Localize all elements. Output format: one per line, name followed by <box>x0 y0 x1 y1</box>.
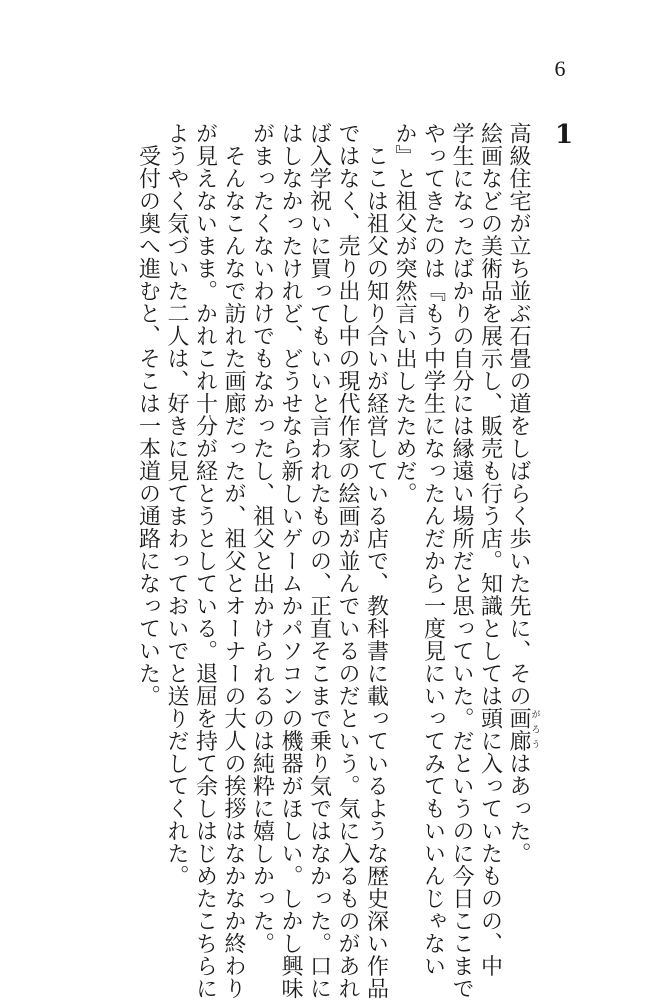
body-text <box>133 122 578 1000</box>
page-number: 6 <box>554 56 566 81</box>
text-line: 学生になったばかりの自分には縁遠い場所だと思っていた。だというのに今日ここまで <box>449 122 474 1000</box>
text-line: やってきたのは『もう中学生になったんだから一度見にいってみてもいいんじゃない <box>420 122 446 977</box>
text-line: はしなかったけれど、どうせなら新しいゲームかパソコンの機器がほしい。しかし興味 <box>278 122 303 1000</box>
text-line: 絵画などの美術品を展示し、販売も行う店。知識としては頭に入っていたものの、中 <box>477 122 503 977</box>
chapter-number: 1 <box>554 122 574 148</box>
text-line: 受付の奥へ進むと、そこは一本道の通路になっていた。 <box>135 122 161 707</box>
text-line: ここは祖父の知り合いが経営している店で、教科書に載っているような歴史深い作品 <box>363 122 389 1000</box>
text-line: ば入学祝いに買ってもいいと言われたものの、正直そこまで乗り気ではなかった。口に <box>306 122 332 1000</box>
text-line: がまったくないわけでもなかったし、祖父と出かけられるのは純粋に嬉しかった。 <box>249 122 275 955</box>
text-line: ようやく気づいた二人は、好きに見てまわっておいでと送りだしてくれた。 <box>164 122 189 887</box>
text-line: ではなく、売り出し中の現代作家の絵画が並んでいるのだという。気に入るものがあれ <box>335 122 360 1000</box>
ruby-annotation: 画廊がろう <box>506 707 540 752</box>
text-line: か』と祖父が突然言い出したためだ。 <box>392 122 417 505</box>
text-line: そんなこんなで訪れた画廊だったが、祖父とオーナーの大人の挨拶はなかなか終わり <box>221 122 246 1000</box>
text-line: 高級住宅が立ち並ぶ石畳の道をしばらく歩いた先に、その画廊がろうはあった。 <box>506 122 540 865</box>
text-line: が見えないまま。かれこれ十分が経とうとしている。退屈を持て余しはじめたこちらに <box>192 122 218 1000</box>
